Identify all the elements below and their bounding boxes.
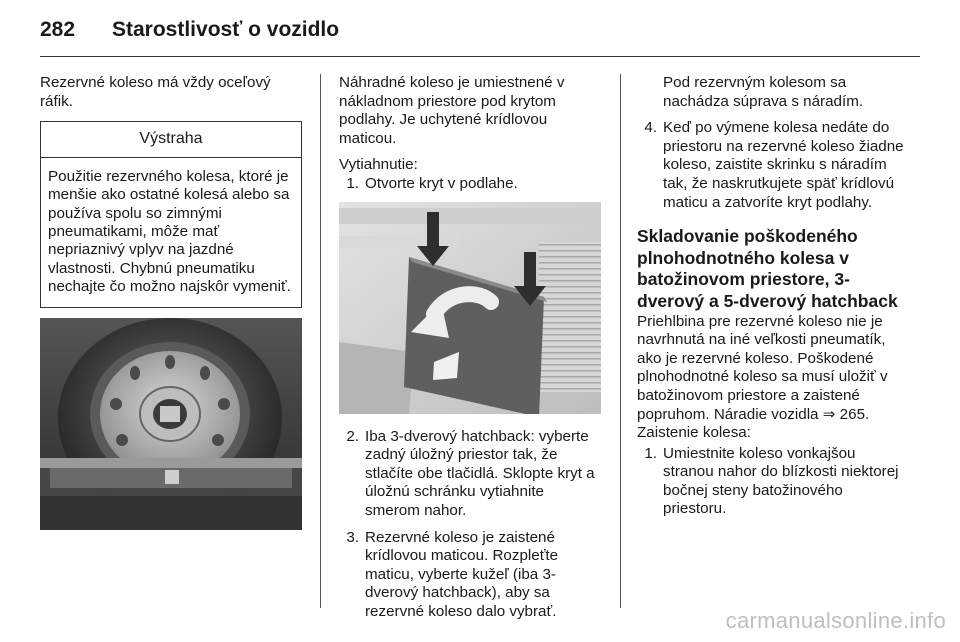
floor-cover-illustration — [339, 202, 601, 414]
removal-steps-continued — [339, 428, 603, 622]
column-right — [637, 74, 905, 527]
removal-steps-end — [637, 119, 905, 212]
page-title: Starostlivosť o vozidlo — [112, 18, 340, 41]
watermark: carmanualsonline.info — [725, 608, 946, 633]
list-item: 4. Keď po výmene kolesa nedáte do priestoru na rezervné koleso žiadne koleso, zaistite skrinku s náradím tak, že naskrutkujete späť krídlovú maticu a zatvoríte kryt podlahy. — [644, 119, 904, 211]
fixing-label: Zaistenie kolesa: — [637, 424, 751, 442]
page-number: 282 — [40, 18, 76, 41]
fixing-steps — [637, 445, 905, 519]
intro-text: Náhradné koleso je umiestnené v nákladnom priestore pod krytom podlahy. Je uchytené krídlovou maticou. — [339, 74, 565, 147]
list-item: 1. Umiestnite koleso vonkajšou stranou nahor do blízkosti niektorej bočnej steny batožinového priestoru. — [644, 444, 899, 518]
removal-label: Vytiahnutie: — [339, 156, 418, 174]
list-item: 2. Iba 3-dverový hatchback: vyberte zadný úložný priestor tak, že stlačíte obe tlačidlá. Sklopte kryt a úložnú schránku vytiahnite smerom nahor. — [346, 427, 595, 519]
column-divider-1 — [320, 74, 321, 608]
warning-box — [40, 121, 302, 307]
spare-wheel-photo — [40, 318, 302, 530]
section-body: Priehlbina pre rezervné koleso nie je navrhnutá na iné veľkosti pneumatík, ako je rezervné koleso. Poškodené plnohodnotné koleso sa musí uložiť v batožinovom priestore a zaistené popruhom. Náradie vozidla ⇒ 265. — [637, 312, 888, 423]
section-heading: Skladovanie poškodeného plnohodnotného kolesa v batožinovom priestore, 3-dverový a 5-dverový hatchback — [637, 226, 898, 311]
continuation-text: Pod rezervným kolesom sa nachádza súprava s náradím. — [663, 74, 864, 110]
column-middle — [339, 74, 603, 630]
spare-wheel-illustration — [40, 318, 302, 530]
intro-text: Rezervné koleso má vždy oceľový ráfik. — [40, 74, 271, 110]
column-divider-2 — [620, 74, 621, 608]
warning-title: Výstraha — [41, 122, 301, 158]
floor-cover-photo — [339, 202, 601, 414]
header-divider — [40, 56, 920, 57]
removal-steps — [339, 175, 603, 194]
list-item: 3. Rezervné koleso je zaistené krídlovou maticou. Rozpleťte maticu, vyberte kužeľ (iba 3-dverový hatchback), aby sa rezervné koleso dalo vybrať. — [346, 528, 559, 620]
page-header — [40, 18, 920, 48]
column-left — [40, 74, 302, 530]
list-item: 1. Otvorte kryt v podlahe. — [346, 174, 518, 192]
warning-text: Použitie rezervného kolesa, ktoré je menšie ako ostatné kolesá alebo sa používa spolu so zimnými pneumatikami, môže mať nepriaznivý vplyv na jazdné vlastnosti. Chybnú pneumatiku nechajte čo možno najskôr vymeniť. — [48, 167, 291, 296]
